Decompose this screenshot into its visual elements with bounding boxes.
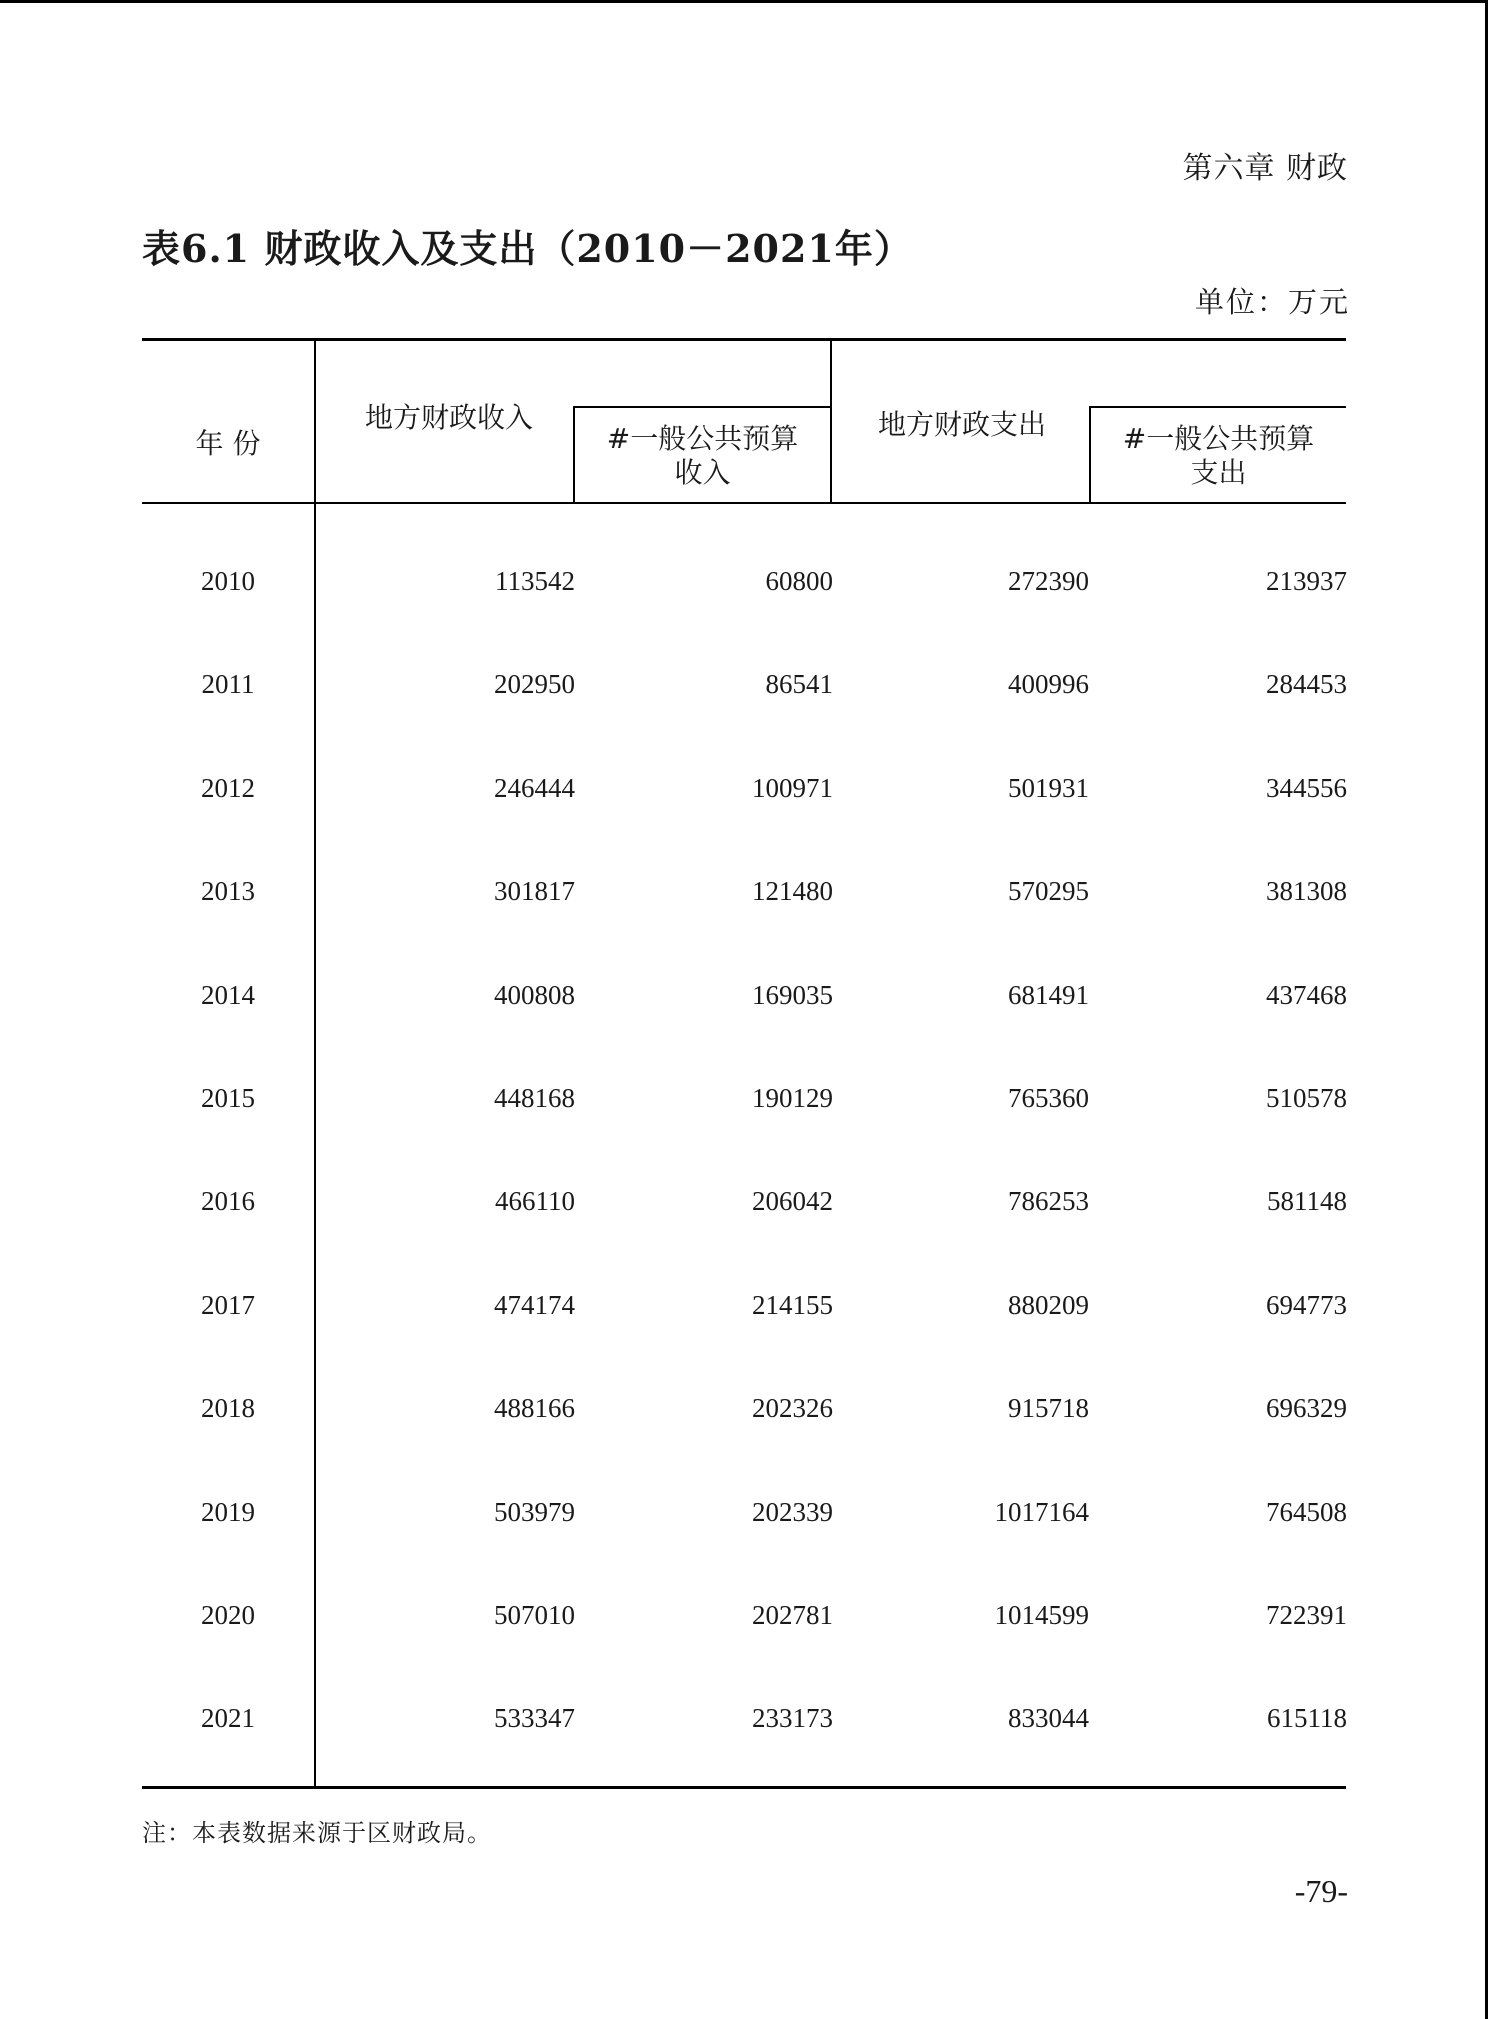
table-cell-value: 86541 — [765, 669, 833, 699]
table-cell-value: 474174 — [494, 1290, 575, 1320]
table-bottom-rule — [142, 1786, 1346, 1789]
table-cell-value: 722391 — [1266, 1600, 1347, 1630]
table-cell-value: 510578 — [1266, 1083, 1347, 1113]
header-local-revenue: 地方财政收入 — [364, 401, 533, 434]
table-cell-value: 60800 — [765, 566, 833, 596]
table-cell-value: 764508 — [1266, 1497, 1347, 1527]
table-note: 注：本表数据来源于区财政局。 — [142, 1819, 492, 1847]
table-cell-year: 2021 — [201, 1703, 255, 1733]
table-cell-value: 437468 — [1266, 980, 1347, 1010]
table-cell-value: 301817 — [494, 876, 575, 906]
table-cell-year: 2017 — [201, 1290, 255, 1320]
table-cell-value: 694773 — [1266, 1290, 1347, 1320]
table-cell-value: 786253 — [1008, 1186, 1089, 1216]
table-cell-value: 206042 — [752, 1186, 833, 1216]
table-cell-year: 2018 — [201, 1393, 255, 1423]
table-cell-value: 121480 — [752, 876, 833, 906]
table-cell-value: 880209 — [1008, 1290, 1089, 1320]
table-cell-value: 833044 — [1008, 1703, 1089, 1733]
table-cell-year: 2015 — [201, 1083, 255, 1113]
table-title: 表6.1 财政收入及支出（2010－2021年） — [142, 226, 913, 271]
table-cell-value: 696329 — [1266, 1393, 1347, 1423]
table-cell-value: 169035 — [752, 980, 833, 1010]
table-cell-year: 2016 — [201, 1186, 255, 1216]
table-cell-year: 2012 — [201, 773, 255, 803]
header-general-expenditure-line2: 支出 — [1190, 456, 1247, 489]
table-cell-value: 202326 — [752, 1393, 833, 1423]
table-cell-value: 113542 — [495, 566, 575, 596]
table-cell-value: 1017164 — [994, 1497, 1089, 1527]
table-cell-value: 765360 — [1008, 1083, 1089, 1113]
table-cell-value: 400996 — [1008, 669, 1089, 699]
table-cell-value: 503979 — [494, 1497, 575, 1527]
table-cell-value: 400808 — [494, 980, 575, 1010]
table-cell-value: 202950 — [494, 669, 575, 699]
header-general-revenue-line1: #一般公共预算 — [606, 422, 799, 455]
table-cell-value: 581148 — [1267, 1186, 1347, 1216]
year-column-rule — [314, 338, 316, 1788]
table-cell-value: 202339 — [752, 1497, 833, 1527]
table-cell-value: 466110 — [495, 1186, 575, 1216]
table-cell-value: 202781 — [752, 1600, 833, 1630]
table-cell-value: 1014599 — [994, 1600, 1089, 1630]
header-year: 年 份 — [195, 427, 261, 460]
unit-label: 单位：万元 — [1194, 285, 1350, 319]
table-cell-value: 344556 — [1266, 773, 1347, 803]
table-cell-value: 681491 — [1008, 980, 1089, 1010]
table-cell-year: 2010 — [201, 566, 255, 596]
chapter-heading: 第六章 财政 — [1182, 151, 1348, 186]
table-cell-value: 100971 — [752, 773, 833, 803]
header-general-expenditure-line1: #一般公共预算 — [1122, 422, 1315, 455]
table-cell-year: 2014 — [201, 980, 255, 1010]
table-cell-value: 615118 — [1267, 1703, 1347, 1733]
table-cell-value: 233173 — [752, 1703, 833, 1733]
table-cell-year: 2011 — [201, 669, 255, 699]
table-cell-value: 501931 — [1008, 773, 1089, 803]
table-cell-value: 488166 — [494, 1393, 575, 1423]
table-cell-value: 381308 — [1266, 876, 1347, 906]
table-cell-value: 214155 — [752, 1290, 833, 1320]
table-cell-value: 533347 — [494, 1703, 575, 1733]
header-general-revenue-line2: 收入 — [674, 456, 731, 489]
table-cell-value: 246444 — [494, 773, 575, 803]
table-cell-value: 272390 — [1008, 566, 1089, 596]
table-cell-year: 2019 — [201, 1497, 255, 1527]
table-top-rule — [142, 338, 1346, 341]
header-bottom-rule — [142, 502, 1346, 504]
table-cell-value: 213937 — [1266, 566, 1347, 596]
table-cell-value: 570295 — [1008, 876, 1089, 906]
table-cell-value: 190129 — [752, 1083, 833, 1113]
table-cell-value: 448168 — [494, 1083, 575, 1113]
subheader-rule-expenditure — [1089, 406, 1346, 408]
subheader-rule-revenue — [573, 406, 831, 408]
table-cell-year: 2013 — [201, 876, 255, 906]
header-local-expenditure: 地方财政支出 — [877, 408, 1046, 441]
table-cell-value: 915718 — [1008, 1393, 1089, 1423]
table-cell-year: 2020 — [201, 1600, 255, 1630]
table-cell-value: 284453 — [1266, 669, 1347, 699]
page-number: -79- — [1294, 1873, 1348, 1909]
table-cell-value: 507010 — [494, 1600, 575, 1630]
